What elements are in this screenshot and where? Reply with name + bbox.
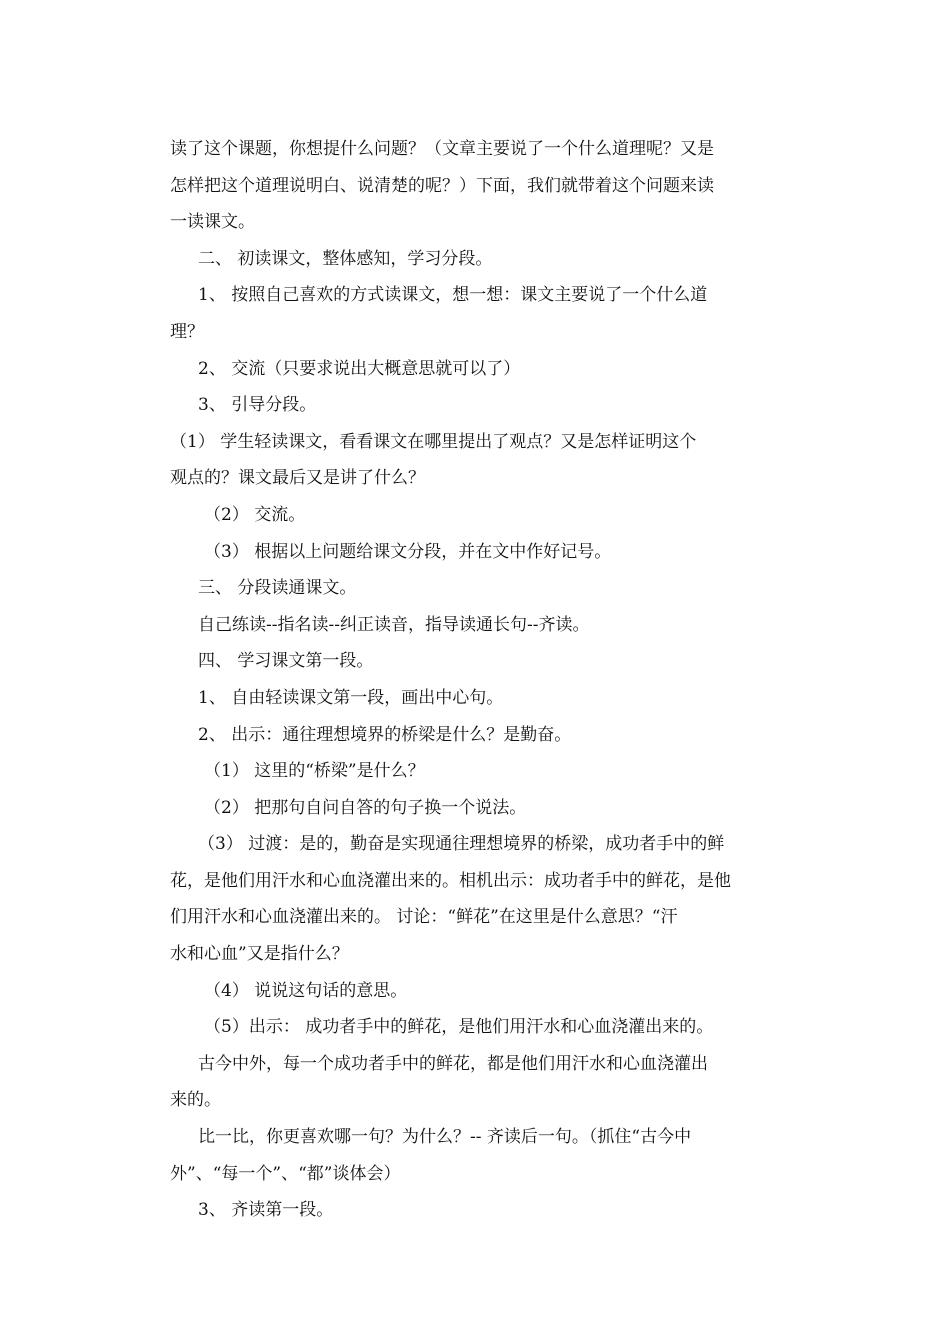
section-heading: 二、 初读课文，整体感知，学习分段。 xyxy=(198,248,493,269)
list-item: （2） 交流。 xyxy=(204,504,306,525)
list-item: （5）出示： 成功者手中的鲜花，是他们用汗水和心血浇灌出来的。 xyxy=(204,1017,714,1038)
list-item: （1） 这里的“桥梁”是什么？ xyxy=(204,761,425,782)
list-item: 2、 出示：通往理想境界的桥梁是什么？是勤奋。 xyxy=(198,724,572,745)
text-line: 理？ xyxy=(170,321,204,342)
list-item: （3） 过渡：是的，勤奋是实现通往理想境界的桥梁，成功者手中的鲜 xyxy=(198,834,725,855)
text-line: 比一比，你更喜欢哪一句？为什么？-- 齐读后一句。（抓住“古今中 xyxy=(198,1127,692,1148)
section-heading: 四、 学习课文第一段。 xyxy=(198,651,374,672)
text-line: 们用汗水和心血浇灌出来的。 讨论：“鲜花”在这里是什么意思？“汗 xyxy=(170,907,678,928)
list-item: 3、 齐读第一段。 xyxy=(198,1200,334,1221)
text-line: 外”、“每一个”、“都”谈体会） xyxy=(170,1163,401,1184)
list-item: 3、 引导分段。 xyxy=(198,395,317,416)
document-body xyxy=(170,131,785,1229)
list-item: 2、 交流（只要求说出大概意思就可以了） xyxy=(198,358,521,379)
list-item: （4） 说说这句话的意思。 xyxy=(204,980,408,1001)
list-item: 1、 按照自己喜欢的方式读课文，想一想：课文主要说了一个什么道 xyxy=(198,285,708,306)
list-item: （2） 把那句自问自答的句子换一个说法。 xyxy=(204,797,527,818)
text-line: 来的。 xyxy=(170,1090,221,1111)
section-heading: 三、 分段读通课文。 xyxy=(198,578,357,599)
text-line: 古今中外，每一个成功者手中的鲜花，都是他们用汗水和心血浇灌出 xyxy=(198,1053,708,1074)
text-line: 怎样把这个道理说明白、说清楚的呢？）下面，我们就带着这个问题来读 xyxy=(170,175,714,196)
text-line: 花，是他们用汗水和心血浇灌出来的。相机出示：成功者手中的鲜花，是他 xyxy=(170,870,731,891)
list-item: （1） 学生轻读课文，看看课文在哪里提出了观点？又是怎样证明这个 xyxy=(170,431,697,452)
text-line: 读了这个课题，你想提什么问题？（文章主要说了一个什么道理呢？又是 xyxy=(170,139,714,159)
text-line: 观点的？课文最后又是讲了什么？ xyxy=(170,468,425,489)
text-line: 一读课文。 xyxy=(170,212,255,233)
list-item: 1、 自由轻读课文第一段，画出中心句。 xyxy=(198,687,504,708)
text-line: 水和心血”又是指什么？ xyxy=(170,944,349,965)
text-line: 自己练读--指名读--纠正读音，指导读通长句--齐读。 xyxy=(198,614,590,635)
list-item: （3） 根据以上问题给课文分段，并在文中作好记号。 xyxy=(204,541,612,562)
